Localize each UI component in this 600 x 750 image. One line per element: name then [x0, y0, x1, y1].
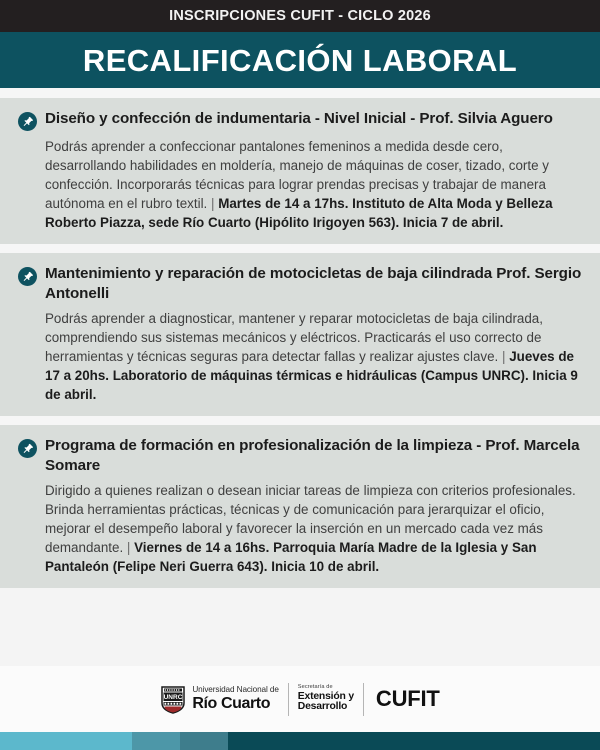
course-schedule: Viernes de 14 a 16hs. Parroquia María Madre de la Iglesia y San Pantaleón (Felipe Neri Guerra 643). Inicia 10 de abril. [45, 540, 537, 575]
secretariat-line2: Extensión y [297, 690, 354, 702]
course-card-header [18, 436, 582, 475]
cufit-wordmark: CUFIT [375, 686, 440, 711]
course-card[interactable] [0, 253, 600, 416]
unrc-shield-icon [160, 684, 186, 715]
bottom-color-bar [0, 732, 600, 750]
pushpin-icon [18, 112, 37, 131]
course-list [0, 98, 600, 666]
unrc-wordmark [192, 686, 278, 711]
course-description: Dirigido a quienes realizan o desean iniciar tareas de limpieza con criterios profesionales. Brinda herramientas prácticas, técnicas y de comunicación para jerarquizar el oficio, mejorar el desempeño laboral y favorecer la inserción en un mercado cada vez más demandante. [45, 483, 576, 556]
course-details [45, 309, 582, 404]
card-divider [0, 416, 600, 425]
svg-text:UNRC: UNRC [163, 693, 183, 701]
bottom-bar-segment [180, 732, 228, 750]
top-announcement-text: INSCRIPCIONES CUFIT - CICLO 2026 [169, 8, 431, 24]
course-card[interactable] [0, 425, 600, 588]
course-schedule: Jueves de 17 a 20hs. Laboratorio de máquinas térmicas e hidráulicas (Campus UNRC). Inicia 9 de abril. [45, 349, 578, 403]
course-card-header [18, 109, 582, 131]
secretariat-line1: Secretaría de [297, 683, 333, 690]
secretariat-logo [289, 685, 363, 714]
course-card[interactable] [0, 98, 600, 244]
course-card-header [18, 264, 582, 303]
course-separator: | [123, 540, 135, 556]
course-schedule: Martes de 14 a 17hs. Instituto de Alta Moda y Belleza Roberto Piazza, sede Río Cuarto (Hipólito Irigoyen 563). Inicia 7 de abril. [45, 196, 553, 231]
course-title: Diseño y confección de indumentaria - Nivel Inicial - Prof. Silvia Aguero [45, 110, 553, 127]
header-banner [0, 32, 600, 88]
course-description: Podrás aprender a diagnosticar, mantener y reparar motocicletas de baja cilindrada, comprendiendo sus sistemas mecánicos y eléctricos. Practicarás el uso correcto de herramientas y técnicas seguras para detectar fallas y realizar ajustes clave. [45, 311, 543, 365]
course-title: Programa de formación en profesionalización de la limpieza - Prof. Marcela Somare [45, 437, 580, 474]
bottom-bar-segment [0, 732, 132, 750]
footer [0, 666, 600, 732]
bottom-bar-segment [132, 732, 180, 750]
header-gap [0, 88, 600, 98]
course-description: Podrás aprender a confeccionar pantalones femeninos a medida desde cero, desarrollando habilidades en moldería, manejo de máquinas de coser, tizado, corte y confección. Incorporarás técnicas para lograr prendas precisas y trabajar de manera autónoma en el rubro textil. [45, 139, 549, 212]
card-divider [0, 244, 600, 253]
page-title: RECALIFICACIÓN LABORAL [82, 42, 518, 78]
course-separator: | [498, 349, 510, 365]
pushpin-icon [18, 439, 37, 458]
course-separator: | [207, 196, 219, 212]
unrc-logo [160, 684, 287, 715]
top-announcement-bar [0, 0, 600, 32]
unrc-line2: Río Cuarto [192, 694, 271, 712]
secretariat-line3: Desarrollo [297, 701, 348, 713]
pushpin-icon [18, 267, 37, 286]
unrc-line1: Universidad Nacional de [192, 685, 279, 695]
course-details [45, 137, 582, 232]
bottom-bar-segment [228, 732, 600, 750]
course-title: Mantenimiento y reparación de motocicletas de baja cilindrada Prof. Sergio Antonelli [45, 265, 582, 302]
course-details [45, 481, 582, 576]
logo-row [160, 681, 439, 717]
